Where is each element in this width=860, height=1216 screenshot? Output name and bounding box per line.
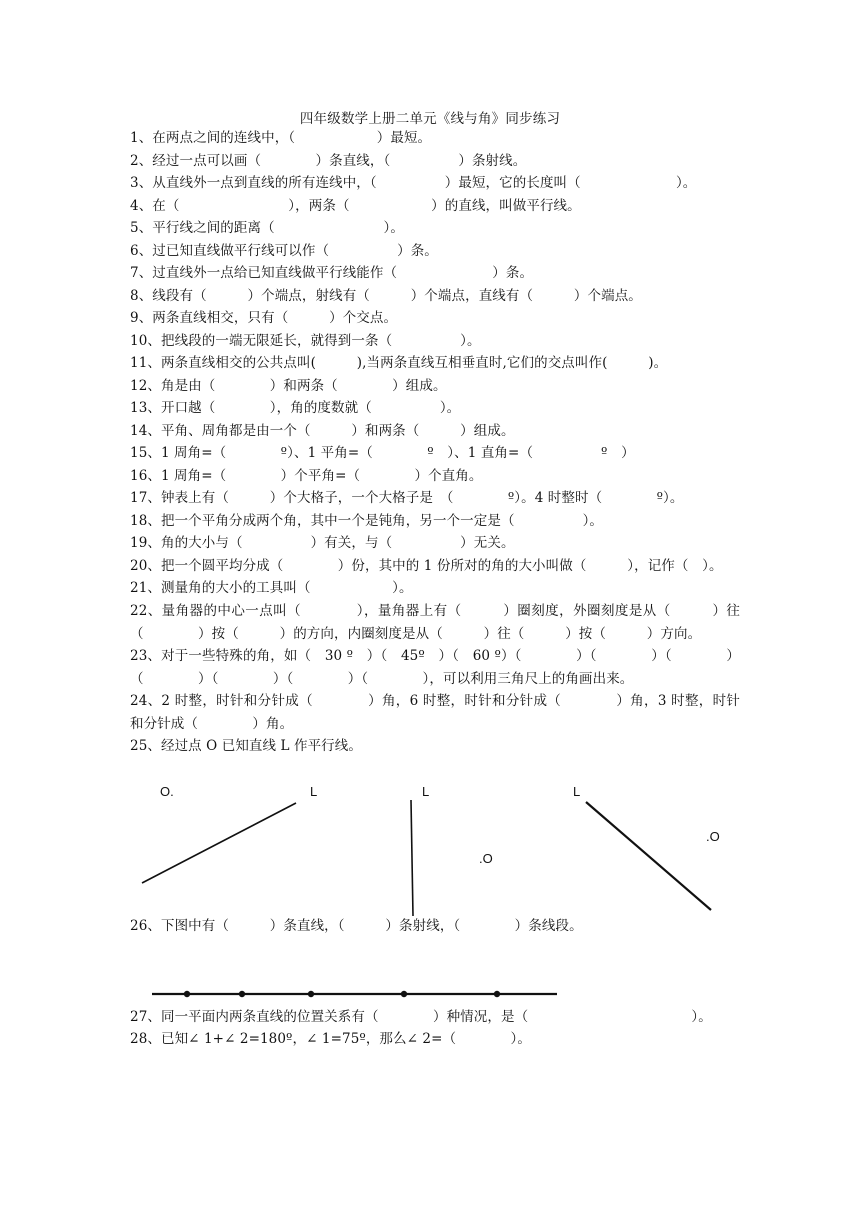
question-25: 25、经过点 O 已知直线 L 作平行线。 bbox=[130, 738, 362, 754]
question-12: 12、角是由（ ）和两条（ ）组成。 bbox=[130, 378, 447, 394]
line-l-label-3: L bbox=[573, 784, 581, 799]
line-l-label-1: L bbox=[310, 784, 318, 799]
question-3: 3、从直线外一点到直线的所有连线中，（ ）最短，它的长度叫（ ）。 bbox=[130, 175, 697, 191]
line-l-label-2: L bbox=[422, 784, 430, 799]
line-l-2 bbox=[411, 800, 413, 916]
question-14: 14、平角、周角都是由一个（ ）和两条（ ）组成。 bbox=[130, 423, 515, 439]
question-6: 6、过已知直线做平行线可以作（ ）条。 bbox=[130, 243, 438, 259]
question-1: 1、在两点之间的连线中，（ ）最短。 bbox=[130, 130, 432, 146]
question-27: 27、同一平面内两条直线的位置关系有（ ）种情况，是（ ）。 bbox=[130, 1009, 712, 1025]
question-26: 26、下图中有（ ）条直线，（ ）条射线，（ ）条线段。 bbox=[130, 918, 583, 934]
figure-point bbox=[401, 991, 407, 997]
question-11: 11、两条直线相交的公共点叫( ),当两条直线互相垂直时,它们的交点叫作( )。 bbox=[130, 355, 668, 371]
question-9: 9、两条直线相交，只有（ ）个交点。 bbox=[130, 310, 398, 326]
question-18: 18、把一个平角分成两个角，其中一个是钝角，另一个一定是（ ）。 bbox=[130, 513, 604, 529]
question-21: 21、测量角的大小的工具叫（ ）。 bbox=[130, 580, 413, 596]
question-28: 28、已知∠ 1+∠ 2=180º，∠ 1=75º，那么∠ 2=（ ）。 bbox=[130, 1031, 531, 1047]
question-4: 4、在（ ），两条（ ）的直线，叫做平行线。 bbox=[130, 198, 581, 214]
question-5: 5、平行线之间的距离（ ）。 bbox=[130, 220, 404, 236]
question-23: 23、对于一些特殊的角，如（ 30 º ）（ 45º ）（ 60 º）（ ）（ ）（ ）（ ）（ ）（ ）（ ），可以利用三角尺上的角画出来。 bbox=[130, 648, 740, 687]
question-17: 17、钟表上有（ ）个大格子，一个大格子是 （ º）。4 时整时（ º）。 bbox=[130, 490, 684, 506]
question-20: 20、把一个圆平均分成（ ）份，其中的 1 份所对的角的大小叫做（ ），记作（ ）。 bbox=[130, 558, 723, 574]
question-2: 2、经过一点可以画（ ）条直线，（ ）条射线。 bbox=[130, 153, 527, 169]
point-o-label-1: O. bbox=[160, 784, 174, 799]
line-l-1 bbox=[142, 803, 296, 883]
question-13: 13、开口越（ ），角的度数就（ ）。 bbox=[130, 400, 461, 416]
point-o-label-2: .O bbox=[479, 851, 493, 866]
question-10: 10、把线段的一端无限延长，就得到一条（ ）。 bbox=[130, 333, 481, 349]
line-l-3 bbox=[586, 802, 711, 910]
figure-point bbox=[184, 991, 190, 997]
figure-point bbox=[308, 991, 314, 997]
worksheet-title: 四年级数学上册二单元《线与角》同步练习 bbox=[299, 111, 561, 127]
figure-point bbox=[494, 991, 500, 997]
question-22: 22、量角器的中心一点叫（ ），量角器上有（ ）圈刻度，外圈刻度是从（ ）往（ ）按（ ）的方向，内圈刻度是从（ ）往（ ）按（ ）方向。 bbox=[130, 603, 740, 642]
question-8: 8、线段有（ ）个端点，射线有（ ）个端点，直线有（ ）个端点。 bbox=[130, 288, 642, 304]
point-o-label-3: .O bbox=[706, 829, 720, 844]
question-24: 24、2 时整，时针和分针成（ ）角，6 时整，时针和分针成（ ）角，3 时整，时针和分针成（ ）角。 bbox=[130, 693, 740, 732]
question-15: 15、1 周角=（ º）、1 平角=（ º ）、1 直角=（ º ） bbox=[130, 445, 635, 461]
question-19: 19、角的大小与（ ）有关，与（ ）无关。 bbox=[130, 535, 515, 551]
question-16: 16、1 周角=（ ）个平角=（ ）个直角。 bbox=[130, 468, 483, 484]
question-7: 7、过直线外一点给已知直线做平行线能作（ ）条。 bbox=[130, 265, 534, 281]
figure-point bbox=[239, 991, 245, 997]
